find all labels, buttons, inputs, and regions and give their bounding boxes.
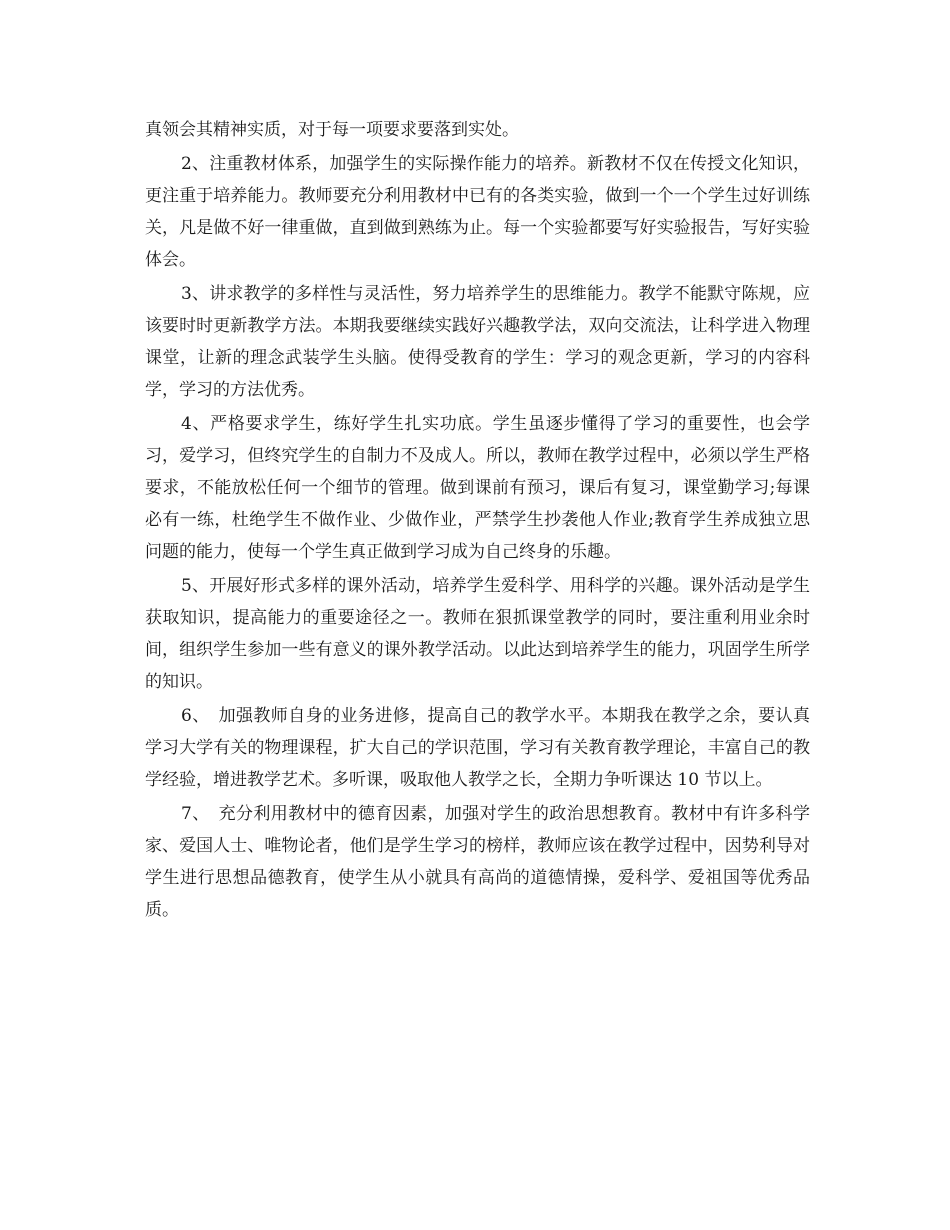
paragraph-item-4: 4、严格要求学生，练好学生扎实功底。学生虽逐步懂得了学习的重要性，也会学习，爱学习，但终究学生的自制力不及成人。所以，教师在教学过程中，必须以学生严格要求，不能放松任何一个细节的管理。做到课前有预习，课后有复习，课堂勤学习;每课必有一练，杜绝学生不做作业、少做作业，严禁学生抄袭他人作业;教育学生养成独立思问题的能力，使每一个学生真正做到学习成为自己终身的乐趣。 (145, 414, 810, 562)
paragraph-item-7: 7、 充分利用教材中的德育因素，加强对学生的政治思想教育。教材中有许多科学家、爱国人士、唯物论者，他们是学生学习的榜样，教师应该在教学过程中，因势利导对学生进行思想品德教育，使学生从小就具有高尚的道德情操，爱科学、爱祖国等优秀品质。 (145, 804, 810, 920)
paragraph-continuation: 真领会其精神实质，对于每一项要求要落到实处。 (145, 120, 519, 140)
paragraph-item-5: 5、开展好形式多样的课外活动，培养学生爱科学、用科学的兴趣。课外活动是学生获取知识，提高能力的重要途径之一。教师在狠抓课堂教学的同时，要注重利用业余时间，组织学生参加一些有意义的课外教学活动。以此达到培养学生的能力，巩固学生所学的知识。 (145, 576, 810, 692)
document-body (145, 114, 810, 928)
paragraph-item-2: 2、注重教材体系，加强学生的实际操作能力的培养。新教材不仅在传授文化知识，更注重于培养能力。教师要充分利用教材中已有的各类实验，做到一个一个学生过好训练关，凡是做不好一律重做，直到做到熟练为止。每一个实验都要写好实验报告，写好实验体会。 (145, 154, 810, 270)
paragraph-item-3: 3、讲求教学的多样性与灵活性，努力培养学生的思维能力。教学不能默守陈规，应该要时时更新教学方法。本期我要继续实践好兴趣教学法，双向交流法，让科学进入物理课堂，让新的理念武装学生头脑。使得受教育的学生：学习的观念更新，学习的内容科学，学习的方法优秀。 (145, 284, 810, 400)
paragraph-item-6: 6、 加强教师自身的业务进修，提高自己的教学水平。本期我在教学之余，要认真学习大学有关的物理课程，扩大自己的学识范围，学习有关教育教学理论，丰富自己的教学经验，增进教学艺术。多听课，吸取他人教学之长，全期力争听课达 10 节以上。 (145, 706, 810, 790)
